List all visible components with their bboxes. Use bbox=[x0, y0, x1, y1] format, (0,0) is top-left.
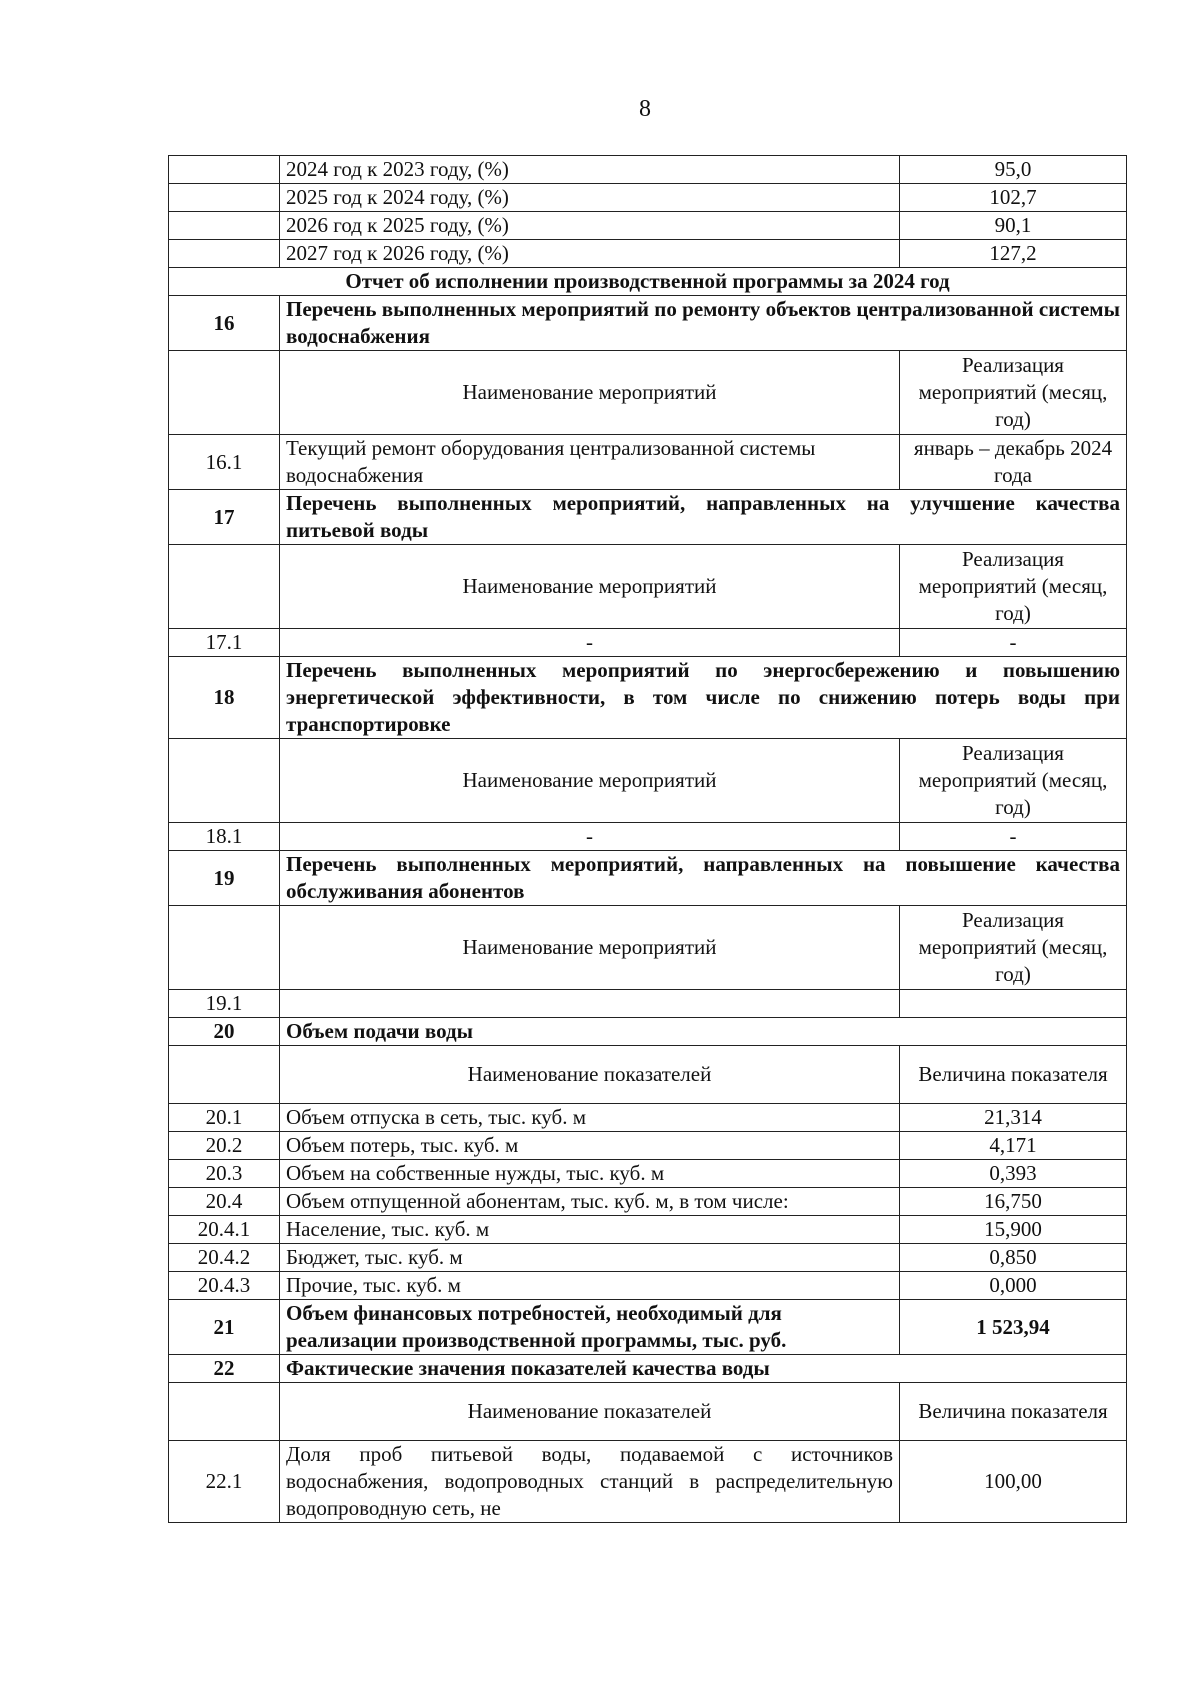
row-label: 2025 год к 2024 году, (%) bbox=[280, 184, 900, 212]
row-label: Объем потерь, тыс. куб. м bbox=[280, 1132, 900, 1160]
row-value: - bbox=[900, 823, 1127, 851]
row-number: 20.1 bbox=[169, 1104, 280, 1132]
row-label: 2024 год к 2023 году, (%) bbox=[280, 156, 900, 184]
section-17-header bbox=[169, 490, 1127, 545]
section-number: 17 bbox=[169, 490, 280, 545]
row-number: 17.1 bbox=[169, 629, 280, 657]
section-title: Перечень выполненных мероприятий по ремонту объектов централизованной системы водоснабжения bbox=[280, 296, 1127, 351]
table-row bbox=[169, 212, 1127, 240]
table-row bbox=[169, 240, 1127, 268]
table-row bbox=[169, 1216, 1127, 1244]
row-value: 15,900 bbox=[900, 1216, 1127, 1244]
table-row bbox=[169, 629, 1127, 657]
section-18-header bbox=[169, 657, 1127, 739]
financial-needs-value: 1 523,94 bbox=[900, 1300, 1127, 1355]
section-title: Объем подачи воды bbox=[280, 1018, 1127, 1046]
row-value bbox=[900, 990, 1127, 1018]
row-value: 95,0 bbox=[900, 156, 1127, 184]
table-row bbox=[169, 1132, 1127, 1160]
table-row bbox=[169, 184, 1127, 212]
page-number: 8 bbox=[639, 96, 651, 122]
col-header-measures: Наименование мероприятий bbox=[280, 351, 900, 435]
col-header-indicators: Наименование показателей bbox=[280, 1046, 900, 1104]
column-header-row bbox=[169, 739, 1127, 823]
col-header-measures: Наименование мероприятий bbox=[280, 906, 900, 990]
table-row bbox=[169, 156, 1127, 184]
section-number: 20 bbox=[169, 1018, 280, 1046]
row-label: Объем отпущенной абонентам, тыс. куб. м, в том числе: bbox=[280, 1188, 900, 1216]
section-22-header bbox=[169, 1355, 1127, 1383]
row-number: 22.1 bbox=[169, 1441, 280, 1523]
row-label: Население, тыс. куб. м bbox=[280, 1216, 900, 1244]
row-value: 16,750 bbox=[900, 1188, 1127, 1216]
table-row bbox=[169, 1441, 1127, 1523]
col-header-realization: Реализация мероприятий (месяц, год) bbox=[900, 906, 1127, 990]
row-value: 102,7 bbox=[900, 184, 1127, 212]
section-number: 21 bbox=[169, 1300, 280, 1355]
col-header-realization: Реализация мероприятий (месяц, год) bbox=[900, 351, 1127, 435]
row-value: 0,850 bbox=[900, 1244, 1127, 1272]
col-header-realization: Реализация мероприятий (месяц, год) bbox=[900, 739, 1127, 823]
row-label: Объем на собственные нужды, тыс. куб. м bbox=[280, 1160, 900, 1188]
column-header-row bbox=[169, 1383, 1127, 1441]
table-row bbox=[169, 1104, 1127, 1132]
table-row bbox=[169, 1188, 1127, 1216]
row-number: 19.1 bbox=[169, 990, 280, 1018]
col-header-indicator-value: Величина показателя bbox=[900, 1383, 1127, 1441]
column-header-row bbox=[169, 1046, 1127, 1104]
row-number: 20.4 bbox=[169, 1188, 280, 1216]
production-program-table bbox=[168, 155, 1127, 1523]
section-20-header bbox=[169, 1018, 1127, 1046]
row-value: 0,393 bbox=[900, 1160, 1127, 1188]
row-label bbox=[280, 990, 900, 1018]
row-label: Прочие, тыс. куб. м bbox=[280, 1272, 900, 1300]
row-number: 20.4.1 bbox=[169, 1216, 280, 1244]
row-value: 100,00 bbox=[900, 1441, 1127, 1523]
section-number: 22 bbox=[169, 1355, 280, 1383]
table-row bbox=[169, 435, 1127, 490]
row-label: 2026 год к 2025 году, (%) bbox=[280, 212, 900, 240]
row-value: 127,2 bbox=[900, 240, 1127, 268]
row-number: 20.2 bbox=[169, 1132, 280, 1160]
section-title: Перечень выполненных мероприятий, направленных на улучшение качества питьевой воды bbox=[280, 490, 1127, 545]
section-21-row bbox=[169, 1300, 1127, 1355]
row-value: 90,1 bbox=[900, 212, 1127, 240]
table-row bbox=[169, 1272, 1127, 1300]
row-value: 21,314 bbox=[900, 1104, 1127, 1132]
row-number: 20.4.2 bbox=[169, 1244, 280, 1272]
section-16-header bbox=[169, 296, 1127, 351]
section-title: Перечень выполненных мероприятий, направленных на повышение качества обслуживания абонентов bbox=[280, 851, 1127, 906]
row-label: Бюджет, тыс. куб. м bbox=[280, 1244, 900, 1272]
section-number: 19 bbox=[169, 851, 280, 906]
row-label: Объем отпуска в сеть, тыс. куб. м bbox=[280, 1104, 900, 1132]
row-number: 20.3 bbox=[169, 1160, 280, 1188]
section-title: Перечень выполненных мероприятий по энергосбережению и повышению энергетической эффективности, в том числе по снижению потерь воды при транспортировке bbox=[280, 657, 1127, 739]
row-value: - bbox=[900, 629, 1127, 657]
table-row bbox=[169, 990, 1127, 1018]
table-row bbox=[169, 1160, 1127, 1188]
row-label: Доля проб питьевой воды, подаваемой с источников водоснабжения, водопроводных станций в распределительную водопроводную сеть, не bbox=[280, 1441, 900, 1523]
report-title: Отчет об исполнении производственной программы за 2024 год bbox=[169, 268, 1127, 296]
row-value: 4,171 bbox=[900, 1132, 1127, 1160]
row-number: 18.1 bbox=[169, 823, 280, 851]
col-header-realization: Реализация мероприятий (месяц, год) bbox=[900, 545, 1127, 629]
row-label: - bbox=[280, 629, 900, 657]
row-label: 2027 год к 2026 году, (%) bbox=[280, 240, 900, 268]
table-row bbox=[169, 823, 1127, 851]
section-number: 16 bbox=[169, 296, 280, 351]
report-title-row bbox=[169, 268, 1127, 296]
col-header-indicator-value: Величина показателя bbox=[900, 1046, 1127, 1104]
section-title: Объем финансовых потребностей, необходимый для реализации производственной программы, тыс. руб. bbox=[280, 1300, 900, 1355]
section-19-header bbox=[169, 851, 1127, 906]
col-header-measures: Наименование мероприятий bbox=[280, 545, 900, 629]
table-row bbox=[169, 1244, 1127, 1272]
column-header-row bbox=[169, 351, 1127, 435]
column-header-row bbox=[169, 545, 1127, 629]
row-value: 0,000 bbox=[900, 1272, 1127, 1300]
row-number: 16.1 bbox=[169, 435, 280, 490]
col-header-measures: Наименование мероприятий bbox=[280, 739, 900, 823]
col-header-indicators: Наименование показателей bbox=[280, 1383, 900, 1441]
column-header-row bbox=[169, 906, 1127, 990]
section-title: Фактические значения показателей качества воды bbox=[280, 1355, 1127, 1383]
row-label: - bbox=[280, 823, 900, 851]
section-number: 18 bbox=[169, 657, 280, 739]
row-number: 20.4.3 bbox=[169, 1272, 280, 1300]
row-value: январь – декабрь 2024 года bbox=[900, 435, 1127, 490]
row-label: Текущий ремонт оборудования централизованной системы водоснабжения bbox=[280, 435, 900, 490]
